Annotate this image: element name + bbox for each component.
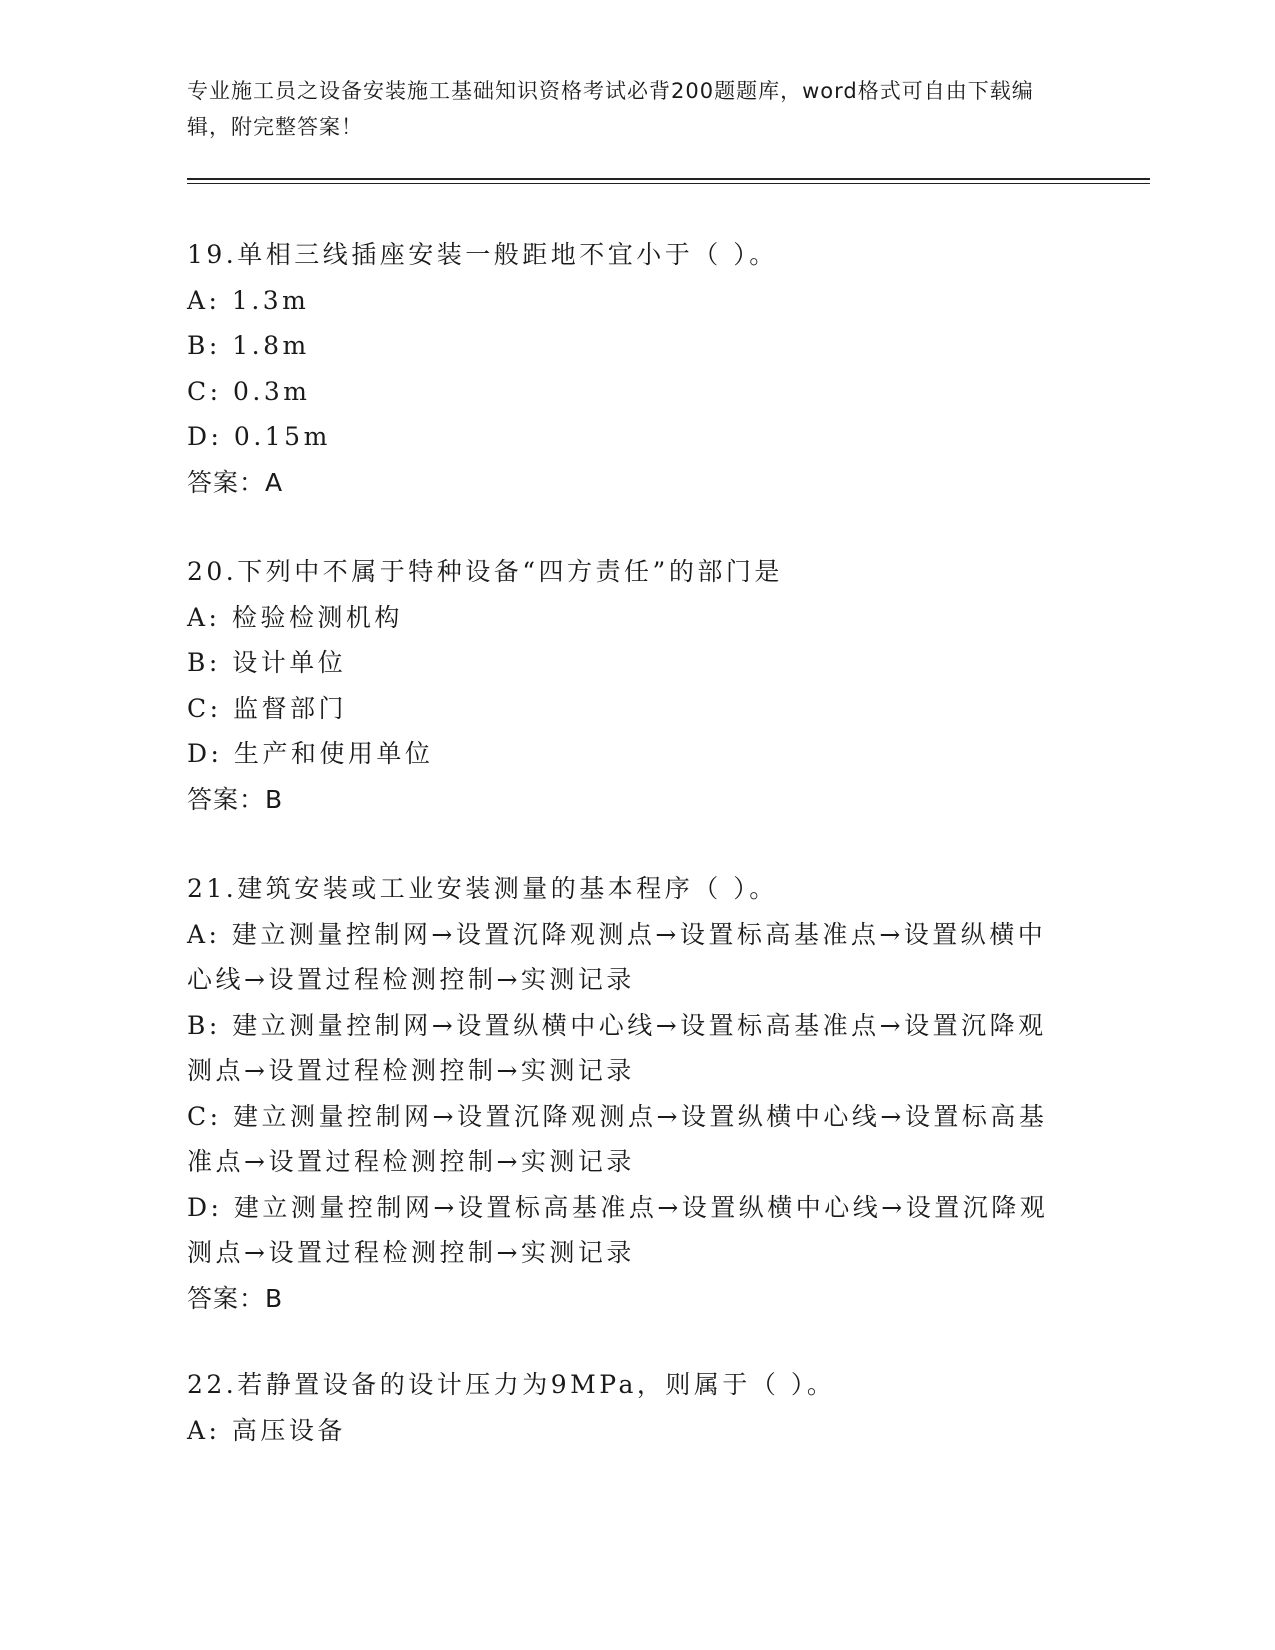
option-c: C: 0.3m: [187, 376, 311, 406]
option-c: C: 建立测量控制网→设置沉降观测点→设置纵横中心线→设置标高基准点→设置过程检测控制→实测记录: [187, 1101, 1048, 1176]
document-header: 专业施工员之设备安装施工基础知识资格考试必背200题题库，word格式可自由下载编辑，附完整答案！: [187, 79, 1034, 139]
answer: 答案：A: [187, 467, 284, 497]
option-a: A: 建立测量控制网→设置沉降观测点→设置标高基准点→设置纵横中心线→设置过程检测控制→实测记录: [187, 919, 1047, 994]
option-a: A: 检验检测机构: [187, 602, 403, 632]
option-b: B: 设计单位: [187, 648, 347, 677]
option-d: D: 建立测量控制网→设置标高基准点→设置纵横中心线→设置沉降观测点→设置过程检测控制→实测记录: [187, 1192, 1049, 1267]
header-divider: [187, 178, 1150, 180]
question-19: [187, 232, 1087, 505]
question-stem: 22.若静置设备的设计压力为9MPa，则属于（ ）。: [187, 1370, 836, 1399]
answer: 答案：B: [187, 784, 284, 814]
question-20: [187, 549, 1087, 822]
option-b: B: 建立测量控制网→设置纵横中心线→设置标高基准点→设置沉降观测点→设置过程检测控制→实测记录: [187, 1010, 1047, 1085]
option-c: C: 监督部门: [187, 693, 347, 723]
question-21: [187, 866, 1087, 1321]
header-divider-thin: [187, 183, 1150, 184]
option-b: B: 1.8m: [187, 331, 310, 360]
option-a: A: 1.3m: [187, 285, 310, 315]
option-d: D: 0.15m: [187, 422, 331, 451]
answer: 答案：B: [187, 1283, 284, 1313]
question-stem: 19.单相三线插座安装一般距地不宜小于（ ）。: [187, 240, 778, 269]
question-stem: 20.下列中不属于特种设备“四方责任”的部门是: [187, 557, 783, 586]
option-a: A: 高压设备: [187, 1415, 346, 1445]
option-d: D: 生产和使用单位: [187, 739, 434, 768]
question-22: [187, 1362, 1087, 1453]
question-stem: 21.建筑安装或工业安装测量的基本程序（ ）。: [187, 874, 778, 903]
